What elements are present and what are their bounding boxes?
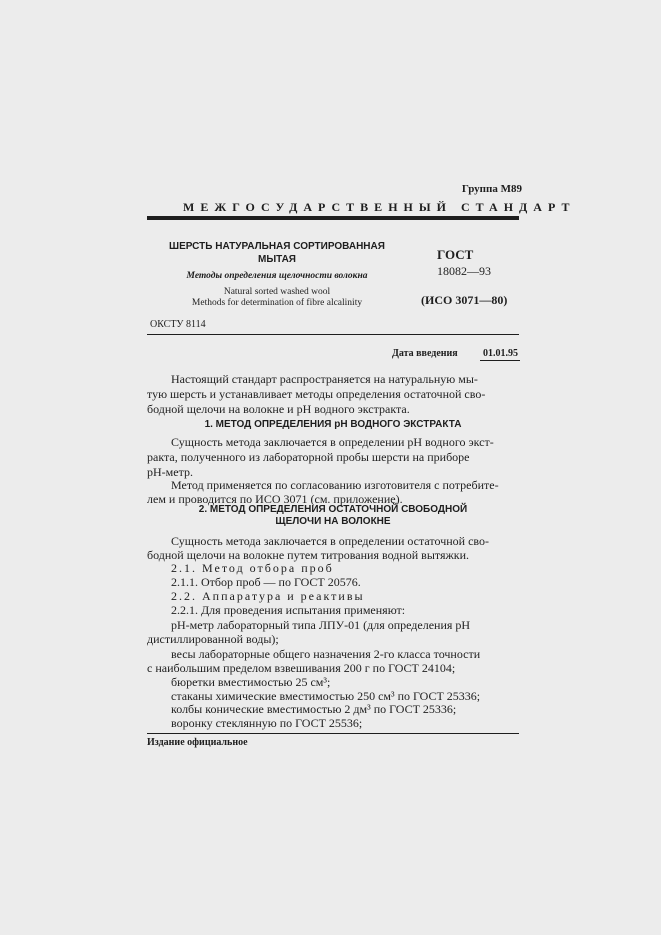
iso-reference: (ИСО 3071—80) <box>421 293 508 307</box>
intro-date-label: Дата введения <box>392 348 458 359</box>
subsection-heading: 2.1. Метод отбора проб <box>171 561 334 575</box>
paragraph-line: тую шерсть и устанавливает методы определения остаточной сво- <box>147 387 486 401</box>
oksty-code: ОКСТУ 8114 <box>150 319 206 330</box>
paragraph-line: воронку стеклянную по ГОСТ 25536; <box>171 716 363 730</box>
paragraph-line: 2.2.1. Для проведения испытания применяют: <box>171 603 406 617</box>
intro-date-value: 01.01.95 <box>483 348 518 359</box>
section-heading: 1. МЕТОД ОПРЕДЕЛЕНИЯ pH ВОДНОГО ЭКСТРАКТА <box>204 419 462 430</box>
section-heading: ЩЕЛОЧИ НА ВОЛОКНЕ <box>275 516 391 527</box>
paragraph-line: лем и проводится по ИСО 3071 (см. приложение). <box>147 492 403 506</box>
paragraph-line: Настоящий стандарт распространяется на натуральную мы- <box>171 372 478 386</box>
group-code: Группа М89 <box>461 183 522 195</box>
document-title: ШЕРСТЬ НАТУРАЛЬНАЯ СОРТИРОВАННАЯ МЫТАЯ <box>169 241 385 265</box>
title-block-rule <box>147 334 519 335</box>
paragraph-line: 2.1.1. Отбор проб — по ГОСТ 20576. <box>171 575 361 589</box>
paragraph-line: Сущность метода заключается в определении остаточной сво- <box>171 534 489 548</box>
paragraph-line: pH-метр. <box>147 465 193 479</box>
intro-date-underline <box>480 360 520 361</box>
edition-note: Издание официальное <box>147 737 248 748</box>
english-subtitle: Methods for determination of fibre alcalinity <box>191 298 363 308</box>
paragraph-line: колбы конические вместимостью 2 дм³ по ГОСТ 25336; <box>171 702 457 716</box>
gost-label: ГОСТ <box>437 247 474 262</box>
paragraph-line: Метод применяется по согласованию изготовителя с потребите- <box>171 478 499 492</box>
paragraph-line: бодной щелочи на волокне путем титрования водной вытяжки. <box>147 548 470 562</box>
paragraph-line: весы лабораторные общего назначения 2-го класса точности <box>171 647 481 661</box>
paragraph-line: стаканы химические вместимостью 250 см³ по ГОСТ 25336; <box>171 689 481 703</box>
paragraph-line: ракта, полученного из лабораторной пробы шерсти на приборе <box>147 450 470 464</box>
english-title: Natural sorted washed wool <box>223 287 331 297</box>
paragraph-line: с наибольшим пределом взвешивания 200 г по ГОСТ 24104; <box>147 661 456 675</box>
paragraph-line: Сущность метода заключается в определении pH водного экст- <box>171 435 494 449</box>
paragraph-line: pH-метр лабораторный типа ЛПУ-01 (для определения pH <box>171 618 471 632</box>
paragraph-line: дистиллированной воды); <box>147 632 279 646</box>
header-rule <box>147 216 519 220</box>
section-heading: 2. МЕТОД ОПРЕДЕЛЕНИЯ ОСТАТОЧНОЙ СВОБОДНОЙ <box>198 504 468 515</box>
paragraph-line: бодной щелочи на волокне и pH водного экстракта. <box>147 402 410 416</box>
gost-number: 18082—93 <box>437 264 491 278</box>
standard-heading: МЕЖГОСУДАРСТВЕННЫЙ СТАНДАРТ <box>183 200 576 214</box>
subsection-heading: 2.2. Аппаратура и реактивы <box>171 589 365 603</box>
document-subtitle: Методы определения щелочности волокна <box>186 271 368 281</box>
footer-rule <box>147 733 519 734</box>
paragraph-line: бюретки вместимостью 25 см³; <box>171 675 331 689</box>
